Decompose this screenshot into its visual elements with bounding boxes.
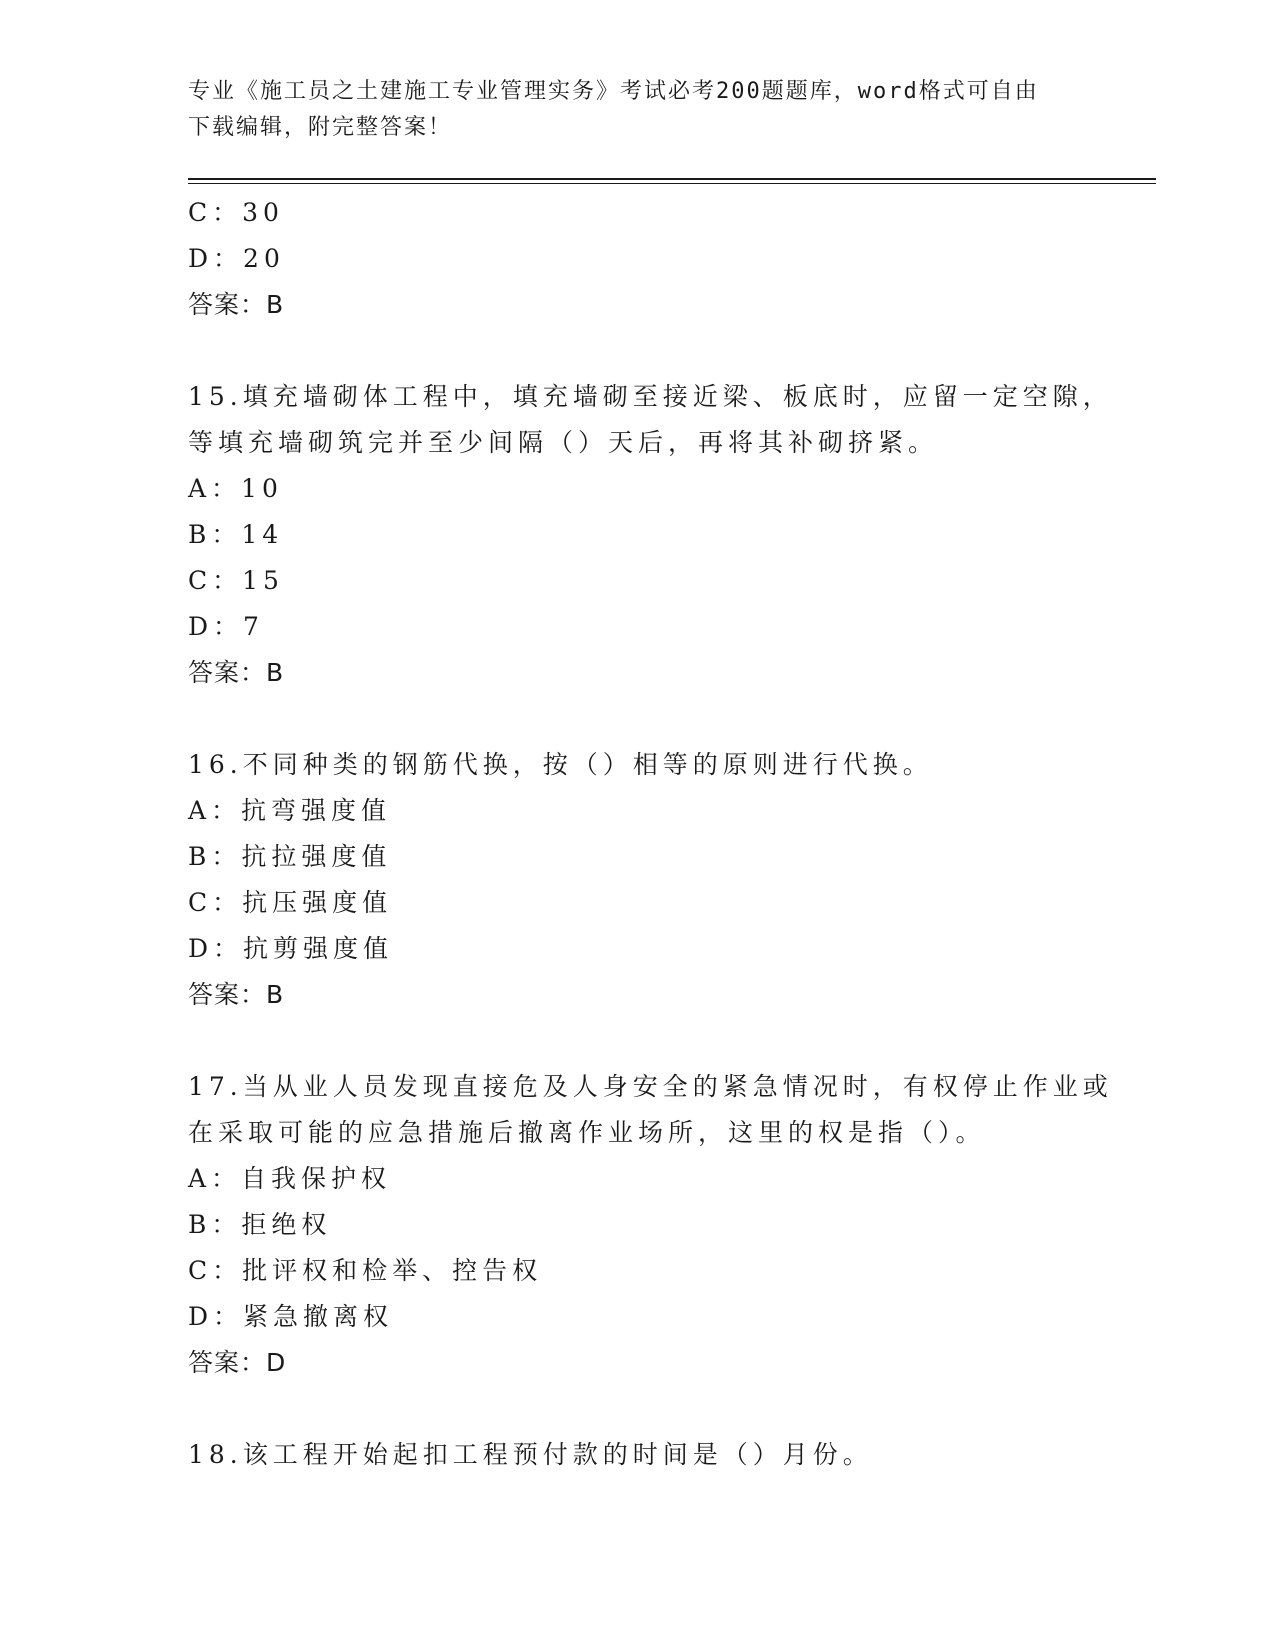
option-c: C：30 [188,198,284,227]
option-c: C：批评权和检举、控告权 [188,1256,543,1285]
option-c: C：15 [188,566,284,595]
question-text: 18.该工程开始起扣工程预付款的时间是（）月份。 [188,1440,873,1469]
question-text: 15.填充墙砌体工程中，填充墙砌至接近梁、板底时，应留一定空隙， [188,382,1113,411]
header-line-2: 下载编辑，附完整答案！ [188,115,453,140]
answer: 答案：B [188,658,285,687]
option-d: D：7 [188,612,264,641]
answer: 答案：D [188,1348,287,1377]
option-c: C：抗压强度值 [188,888,393,917]
option-b: B：拒绝权 [188,1210,332,1239]
header-line-1: 专业《施工员之土建施工专业管理实务》考试必考200题题库，word格式可自由 [188,79,1039,104]
question-text: 16.不同种类的钢筋代换，按（）相等的原则进行代换。 [188,750,933,779]
question-17 [188,1064,1113,1386]
option-a: A：自我保护权 [188,1164,392,1193]
question-18 [188,1432,1088,1478]
option-b: B：抗拉强度值 [188,842,392,871]
question-list [188,190,1113,1478]
question-16 [188,742,1088,1018]
option-a: A：抗弯强度值 [188,796,392,825]
option-d: D：20 [188,244,285,273]
question-15 [188,374,1113,696]
header-divider-thin [188,183,1156,184]
question-text: 等填充墙砌筑完并至少间隔（）天后，再将其补砌挤紧。 [188,428,939,457]
header-divider [188,178,1156,180]
option-d: D：抗剪强度值 [188,934,394,963]
option-d: D：紧急撤离权 [188,1302,394,1331]
document-header [188,74,1078,146]
question-text: 17.当从业人员发现直接危及人身安全的紧急情况时，有权停止作业或 [188,1072,1113,1101]
answer: 答案：B [188,980,285,1009]
question-text: 在采取可能的应急措施后撤离作业场所，这里的权是指（）。 [188,1118,986,1147]
question-14-continuation [188,190,1088,328]
answer: 答案：B [188,290,285,319]
option-a: A：10 [188,474,283,503]
option-b: B：14 [188,520,284,549]
